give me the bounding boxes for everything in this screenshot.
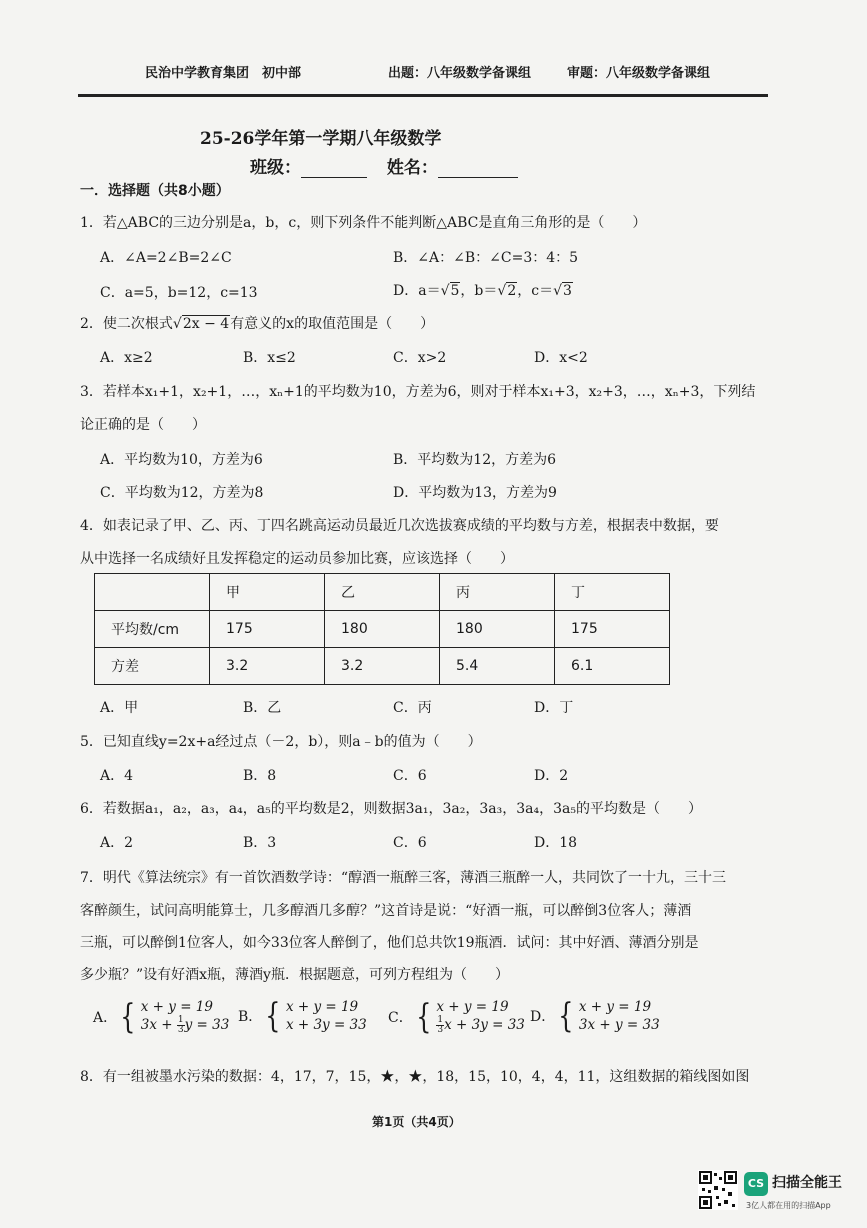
- camscanner-logo-icon: CS: [744, 1172, 768, 1196]
- q4-option-a: A．甲: [100, 700, 139, 716]
- q1-option-c: C．a=5，b=12，c=13: [100, 285, 258, 301]
- q6-option-b: B．3: [243, 835, 277, 851]
- q4-option-d: D．丁: [534, 700, 574, 716]
- q4-stem-line2: 从中选择一名成绩好且发挥稳定的运动员参加比赛，应该选择（ ）: [80, 551, 514, 567]
- athlete-stats-table: [94, 573, 670, 685]
- fraction-one-third: $\frac{1}{3}$: [437, 1015, 444, 1035]
- brace-icon: {: [415, 996, 432, 1037]
- sqrt-2: 2: [507, 283, 517, 299]
- q3-option-a: A．平均数为10，方差为6: [100, 452, 263, 468]
- school-name: 民治中学教育集团 初中部: [145, 66, 302, 81]
- header-divider: [78, 94, 768, 97]
- exam-title: 25-26学年第一学期八年级数学: [200, 129, 442, 149]
- table-cell: 6.1: [555, 648, 670, 685]
- table-cell: 3.2: [325, 648, 440, 685]
- q3-stem-line1: 3．若样本x₁+1，x₂+1，…，xₙ+1的平均数为10，方差为6，则对于样本x₁+3，x₂+3，…，xₙ+3，下列结: [80, 384, 756, 400]
- table-cell: 175: [555, 611, 670, 648]
- q4-option-b: B．乙: [243, 700, 282, 716]
- table-cell: 乙: [325, 574, 440, 611]
- q2-stem: 2．使二次根式√2x − 4有意义的x的取值范围是（ ）: [80, 316, 435, 332]
- table-cell: 丁: [555, 574, 670, 611]
- q1-option-d: D．a＝√5，b＝√2，c＝√3: [393, 283, 572, 299]
- q5-option-c: C．6: [393, 768, 427, 784]
- question-setter: 出题：八年级数学备课组: [388, 66, 532, 81]
- table-row: [95, 648, 670, 685]
- q7-stem-line1: 7．明代《算法统宗》有一首饮酒数学诗：“醇酒一瓶醉三客，薄酒三瓶醉一人，共同饮了一十九，三十三: [80, 870, 727, 886]
- section-title: 一．选择题（共8小题）: [80, 183, 230, 199]
- table-cell: [95, 574, 210, 611]
- page-number: 第1页（共4页）: [372, 1115, 461, 1129]
- table-cell: 175: [210, 611, 325, 648]
- qr-code-icon: [698, 1170, 738, 1210]
- name-blank[interactable]: [438, 177, 518, 178]
- q3-option-c: C．平均数为12，方差为8: [100, 485, 264, 501]
- q3-stem-line2: 论正确的是（ ）: [80, 417, 206, 433]
- q2-radicand: 2x − 4: [182, 316, 230, 332]
- table-header-row: [95, 574, 670, 611]
- table-cell: 甲: [210, 574, 325, 611]
- q5-option-b: B．8: [243, 768, 277, 784]
- q2-option-d: D．x<2: [534, 350, 588, 366]
- q5-option-a: A．4: [100, 768, 134, 784]
- table-cell: 3.2: [210, 648, 325, 685]
- q7-stem-line4: 多少瓶？”设有好酒x瓶，薄酒y瓶．根据题意，可列方程组为（ ）: [80, 967, 509, 983]
- table-cell: 180: [325, 611, 440, 648]
- scanner-tagline: 3亿人都在用的扫描App: [746, 1201, 831, 1210]
- q1-option-b: B．∠A：∠B：∠C=3：4：5: [393, 250, 579, 266]
- question-reviewer: 审题：八年级数学备课组: [567, 66, 711, 81]
- table-cell: 平均数/cm: [95, 611, 210, 648]
- brace-icon: {: [558, 996, 574, 1036]
- scanner-app-name: 扫描全能王: [772, 1175, 842, 1191]
- q3-option-b: B．平均数为12，方差为6: [393, 452, 557, 468]
- q5-stem: 5．已知直线y=2x+a经过点（－2，b），则a﹣b的值为（ ）: [80, 734, 482, 750]
- q1-option-a: A．∠A=2∠B=2∠C: [100, 250, 232, 266]
- q5-option-d: D．2: [534, 768, 569, 784]
- student-info-line: [250, 153, 518, 178]
- table-cell: 180: [440, 611, 555, 648]
- q7-option-b: B． { x + y = 19 x + 3y = 33: [238, 996, 367, 1036]
- class-blank[interactable]: [301, 177, 367, 178]
- q6-option-d: D．18: [534, 835, 578, 851]
- q2-option-a: A．x≥2: [100, 350, 153, 366]
- q7-stem-line2: 客醉颜生，试问高明能算士，几多醇酒几多醇？”这首诗是说：“好酒一瓶，可以醉倒3位客人；薄酒: [80, 903, 692, 919]
- table-cell: 5.4: [440, 648, 555, 685]
- q6-option-c: C．6: [393, 835, 427, 851]
- q4-stem-line1: 4．如表记录了甲、乙、丙、丁四名跳高运动员最近几次选拔赛成绩的平均数与方差，根据表中数据，要: [80, 518, 719, 534]
- brace-icon: {: [265, 996, 281, 1036]
- table-cell: 方差: [95, 648, 210, 685]
- q4-option-c: C．丙: [393, 700, 432, 716]
- q3-option-d: D．平均数为13，方差为9: [393, 485, 557, 501]
- q7-option-a: A． { x + y = 19 3x + $\frac{1}{3}$ y = 33: [93, 996, 230, 1037]
- q7-option-d: D． { x + y = 19 3x + y = 33: [530, 996, 660, 1036]
- q1-stem: 1．若△ABC的三边分别是a，b，c，则下列条件不能判断△ABC是直角三角形的是（ ）: [80, 215, 647, 231]
- fraction-one-third: $\frac{1}{3}$: [177, 1015, 184, 1035]
- q8-stem: 8．有一组被墨水污染的数据：4，17，7，15，★，★，18，15，10，4，4，11，这组数据的箱线图如图: [80, 1069, 750, 1085]
- q6-stem: 6．若数据a₁，a₂，a₃，a₄，a₅的平均数是2，则数据3a₁，3a₂，3a₃，3a₄，3a₅的平均数是（ ）: [80, 801, 702, 817]
- sqrt-5: 5: [450, 283, 460, 299]
- sqrt-3: 3: [563, 283, 572, 299]
- q7-option-c: C． { x + y = 19 $\frac{1}{3}$ x + 3y = 33: [388, 996, 525, 1037]
- name-label: 姓名：: [386, 158, 438, 178]
- table-row: [95, 611, 670, 648]
- q2-option-c: C．x>2: [393, 350, 447, 366]
- q6-option-a: A．2: [100, 835, 134, 851]
- q7-stem-line3: 三瓶，可以醉倒1位客人，如今33位客人醉倒了，他们总共饮19瓶酒．试问：其中好酒、薄酒分别是: [80, 935, 699, 951]
- brace-icon: {: [120, 996, 136, 1037]
- q2-option-b: B．x≤2: [243, 350, 296, 366]
- table-cell: 丙: [440, 574, 555, 611]
- class-label: 班级：: [250, 158, 301, 178]
